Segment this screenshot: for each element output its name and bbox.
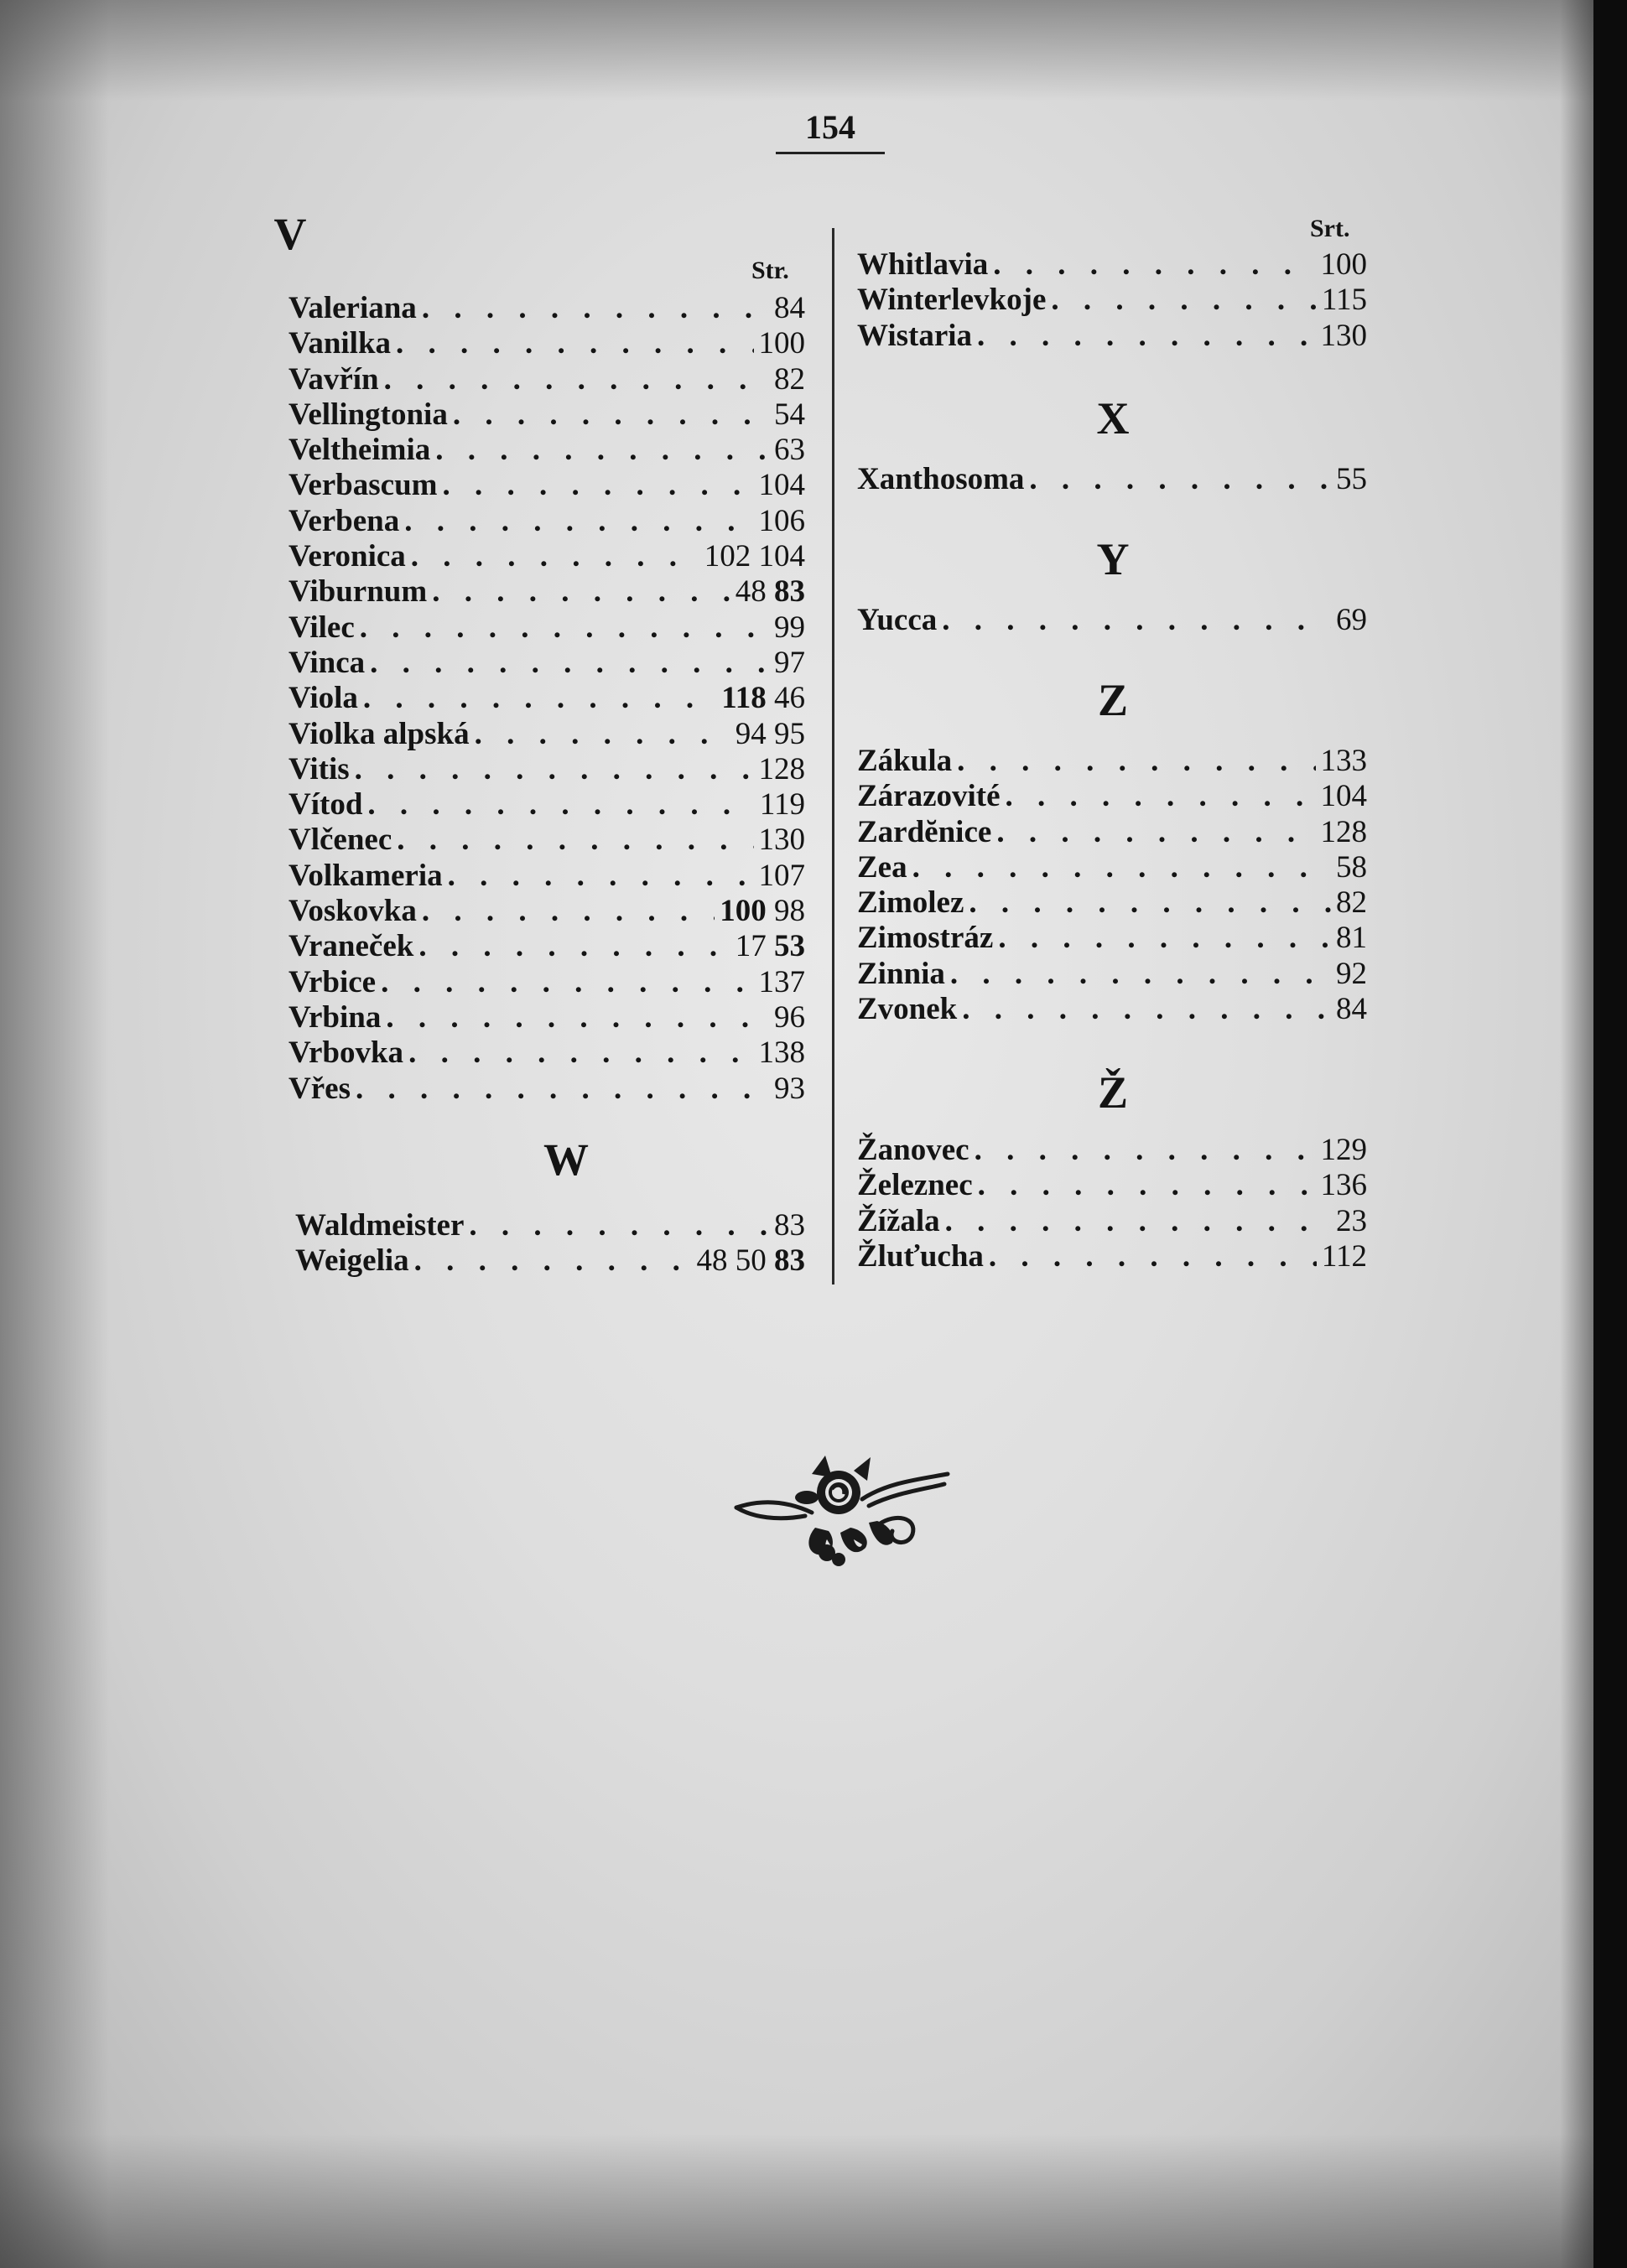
entry-name: Vrbice [288,964,377,999]
dot-leader [370,645,769,681]
index-list-w-cont [857,247,1367,353]
entry-name: Vraneček [288,929,414,964]
entry-page: 23 [1336,1203,1367,1238]
entry-page: 106 [758,503,805,538]
index-list-y [857,602,1367,637]
entry-pages [759,822,806,858]
entry-page: 100 [1320,247,1367,282]
dot-leader [977,318,1315,354]
entry-name: Vilec [288,610,355,645]
entry-page: 48 [735,574,767,610]
entry-name: Vlčenec [288,823,392,858]
entry-page: 104 [758,468,805,503]
page-column-label: Srt. [1310,215,1350,242]
entry-page: 119 [759,787,805,823]
entry-name: Zákula [857,744,953,778]
entry-page: 133 [1320,744,1367,778]
entry-page: 104 [1320,779,1367,814]
index-entry [857,885,1367,920]
entry-pages [1322,282,1367,318]
entry-name: Wistaria [857,318,973,353]
dot-leader [989,1238,1317,1274]
entry-page: 46 [774,681,805,716]
entry-pages [759,325,806,361]
entry-page: 82 [1336,885,1367,921]
entry-name: Weigelia [295,1243,409,1279]
dot-leader [432,573,730,610]
index-entry [288,1071,805,1106]
index-entry [857,849,1367,885]
rose-ornament-icon [728,1440,954,1579]
index-entry [288,893,805,928]
dot-leader [942,602,1331,638]
entry-name: Waldmeister [295,1208,465,1243]
entry-page-bold: 118 [721,681,767,716]
dot-leader [962,991,1331,1027]
index-entry [857,1238,1367,1274]
index-entry [288,716,805,751]
index-entry [288,467,805,502]
index-entry [857,282,1367,317]
entry-name: Violka alpská [288,716,470,751]
dot-leader [978,1167,1316,1203]
entry-name: Vrbovka [288,1035,404,1071]
entry-pages [1336,849,1367,885]
entry-name: Vítod [288,787,363,823]
entry-page: 48 50 [696,1243,767,1279]
entry-name: Viburnum [288,574,428,610]
index-list-x [857,461,1367,496]
entry-page: 54 [774,397,805,432]
dot-leader [950,956,1331,992]
entry-pages [1321,743,1368,779]
entry-page: 100 [758,326,805,361]
entry-name: Volkameria [288,858,443,893]
dot-leader [469,1207,769,1243]
entry-pages [1336,885,1367,921]
dot-leader [453,397,769,433]
index-entry [857,1132,1367,1167]
entry-name: Vitis [288,751,350,786]
scan-shadow-top [0,0,1593,101]
dot-leader [975,1132,1316,1168]
dot-leader [414,1243,692,1279]
entry-name: Winterlevkoje [857,283,1047,318]
index-entry [857,956,1367,991]
entry-pages [774,361,805,397]
entry-pages [759,1035,806,1071]
entry-pages [774,1071,805,1107]
dot-leader [411,538,699,574]
entry-page: 96 [774,999,805,1035]
index-entry [288,361,805,397]
entry-page: 94 95 [735,716,805,751]
section-letter-v: V [273,209,307,259]
entry-name: Zimostráz [857,921,994,956]
entry-name: Xanthosoma [857,462,1025,496]
entry-pages [697,1243,806,1279]
index-entry [857,461,1367,496]
entry-page: 69 [1336,603,1367,637]
dot-leader [475,716,730,752]
entry-pages [1336,920,1367,956]
entry-name: Veronica [288,539,406,574]
dot-leader [957,743,1315,779]
entry-name: Yucca [857,603,938,637]
dot-leader [969,885,1331,921]
index-entry [288,1035,805,1070]
entry-page: 128 [1320,814,1367,849]
dot-leader [397,822,753,858]
index-entry [857,778,1367,813]
entry-pages [704,538,805,574]
dot-leader [360,610,769,646]
entry-page: 99 [774,610,805,645]
entry-name: Žanovec [857,1133,969,1167]
entry-page: 17 [735,929,767,964]
entry-page: 98 [774,894,805,929]
entry-pages [759,964,806,1000]
entry-pages [774,290,805,326]
entry-page: 138 [758,1035,805,1071]
dot-leader [996,814,1315,850]
index-entry [857,991,1367,1026]
index-entry [288,964,805,999]
entry-name: Železnec [857,1168,973,1203]
section-letter-x: X [1096,393,1130,444]
index-entry [857,247,1367,282]
entry-name: Zardĕnice [857,814,992,849]
entry-page: 102 104 [704,539,805,574]
entry-page: 93 [774,1071,805,1106]
dot-leader [435,432,769,468]
page-number: 154 [776,107,885,154]
entry-pages [1321,1132,1368,1168]
entry-pages [774,645,805,681]
dot-leader [993,247,1315,283]
entry-pages [774,397,805,433]
entry-page: 107 [758,858,805,893]
entry-pages [759,751,806,787]
index-entry [857,743,1367,778]
entry-pages [774,610,805,646]
dot-leader [386,999,769,1035]
index-entry [288,786,805,822]
entry-page: 84 [774,291,805,325]
dot-leader [381,964,753,1000]
entry-name: Vinca [288,645,366,680]
page-column-label: Str. [751,257,789,284]
dot-leader [404,503,753,539]
entry-page: 128 [758,751,805,786]
index-entry [288,610,805,645]
index-entry [288,397,805,432]
entry-pages [736,573,805,610]
index-entry [288,645,805,680]
entry-page: 55 [1336,462,1367,496]
entry-name: Viola [288,681,358,716]
entry-page: 137 [758,964,805,999]
dot-leader [408,1035,753,1071]
dot-leader [396,325,753,361]
dot-leader [422,290,769,326]
entry-pages [1321,778,1368,814]
entry-name: Vanilka [288,326,392,361]
entry-page: 112 [1321,1238,1367,1274]
section-letter-w: W [543,1134,589,1185]
section-letter-z: Z [1097,675,1129,725]
entry-pages [760,786,805,823]
index-entry [857,1203,1367,1238]
index-entry [288,538,805,573]
dot-leader [363,680,716,716]
entry-name: Vellingtonia [288,397,448,432]
entry-page: 97 [774,645,805,680]
entry-name: Verbascum [288,468,438,503]
entry-page: 115 [1321,283,1367,318]
index-entry [288,503,805,538]
entry-name: Zimolez [857,885,964,921]
index-entry [288,432,805,467]
dot-leader [418,928,730,964]
index-entry [288,290,805,325]
index-entry [288,822,805,857]
entry-page: 83 [774,1208,805,1243]
entry-pages [736,928,805,964]
entry-pages [1336,461,1367,497]
dot-leader [384,361,769,397]
entry-pages [721,680,805,716]
index-entry [288,325,805,361]
entry-pages [774,999,805,1035]
scan-shadow-right [1560,0,1593,2268]
entry-name: Veltheimia [288,433,431,468]
dot-leader [945,1203,1331,1239]
entry-name: Voskovka [288,894,417,929]
index-entry [295,1243,805,1278]
index-list-z [857,743,1367,1026]
index-entry [288,680,805,715]
entry-page-bold: 53 [774,929,805,964]
entry-pages [720,893,805,929]
section-letter-zh: Ž [1097,1067,1129,1118]
entry-page: 129 [1320,1133,1367,1167]
dot-leader [1051,282,1316,318]
index-entry [288,573,805,609]
entry-pages [1321,814,1368,850]
index-entry [857,1167,1367,1202]
entry-pages [1321,318,1368,354]
entry-page: 63 [774,433,805,468]
dot-leader [355,751,754,787]
entry-pages [759,467,806,503]
entry-page-bold: 100 [720,894,767,929]
entry-pages [759,858,806,894]
entry-name: Whitlavia [857,247,989,282]
index-entry [288,858,805,893]
entry-pages [1336,991,1367,1027]
entry-name: Vrbina [288,999,382,1035]
index-entry [288,928,805,963]
dot-leader [422,893,715,929]
entry-pages [1336,956,1367,992]
entry-page: 92 [1336,956,1367,991]
entry-name: Zárazovité [857,779,1001,814]
index-entry [288,999,805,1035]
index-list-w [295,1207,805,1279]
index-entry [295,1207,805,1243]
entry-pages [1336,602,1367,638]
entry-name: Zinnia [857,956,945,991]
dot-leader [998,920,1331,956]
entry-pages [759,503,806,539]
entry-name: Valeriana [288,291,417,325]
entry-pages [1321,1167,1368,1203]
entry-page: 58 [1336,849,1367,885]
entry-page-bold: 83 [774,574,805,610]
entry-page-bold: 83 [774,1243,805,1279]
entry-pages [1322,1238,1367,1274]
dot-leader [356,1071,769,1107]
dot-leader [912,849,1331,885]
entry-page: 81 [1336,921,1367,956]
column-divider [832,228,834,1285]
index-entry [857,920,1367,955]
entry-name: Verbena [288,503,400,538]
dot-leader [1029,461,1331,497]
dot-leader [367,786,754,823]
index-entry [857,814,1367,849]
entry-pages [1336,1203,1367,1239]
entry-name: Zea [857,849,907,885]
entry-pages [736,716,805,752]
index-list-zh [857,1132,1367,1274]
entry-name: Vřes [288,1071,351,1106]
scan-shadow-left [0,0,109,2268]
entry-page: 130 [758,823,805,858]
entry-page: 136 [1320,1168,1367,1203]
dot-leader [1006,778,1316,814]
entry-name: Vavřín [288,361,379,397]
index-entry [288,751,805,786]
entry-page: 82 [774,361,805,397]
dot-leader [442,467,753,503]
dot-leader [448,858,754,894]
section-letter-y: Y [1096,534,1130,584]
entry-page: 84 [1336,992,1367,1027]
entry-pages [774,1207,805,1243]
entry-pages [1321,247,1368,283]
index-entry [857,602,1367,637]
scan-shadow-bottom [0,2134,1593,2268]
index-entry [857,318,1367,353]
entry-name: Zvonek [857,992,958,1027]
entry-name: Žížala [857,1203,940,1238]
entry-page: 130 [1320,318,1367,353]
entry-name: Žluťucha [857,1238,984,1274]
index-list-v [288,290,805,1106]
entry-pages [774,432,805,468]
